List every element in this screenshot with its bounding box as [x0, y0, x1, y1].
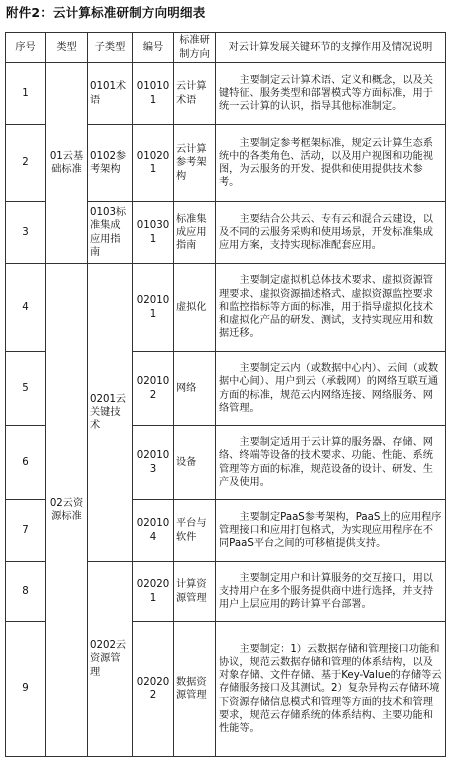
- row-direction: 设备: [174, 426, 216, 500]
- row-direction: 标准集成应用指南: [174, 202, 216, 264]
- row-code: 010101: [133, 63, 174, 125]
- row-code: 020202: [133, 622, 174, 757]
- row-desc: 主要制定PaaS参考架构，PaaS上的应用程序管理接口和应用打包格式，为实现应用程序在不同PaaS平台之间的可移植提供支持。: [216, 500, 446, 562]
- row-no: 3: [6, 202, 46, 264]
- row-direction: 数据资源管理: [174, 622, 216, 757]
- row-code: 010201: [133, 125, 174, 202]
- row-desc: 主要制定：1）云数据存储和管理接口功能和协议，规范云数据存储和管理的体系结构，以及对象存储、文件存储、基于Key-Value的存储等云存储服务接口及其测试。2）复杂异构云存储环境下资源存储信息模式和管理等方面的技术和管理要求，规范云存储系统的体系结构、主要功能和性能等。: [216, 622, 446, 757]
- table-row: [6, 63, 446, 125]
- row-no: 1: [6, 63, 46, 125]
- row-direction: 网络: [174, 352, 216, 426]
- row-code: 020201: [133, 562, 174, 622]
- row-no: 6: [6, 426, 46, 500]
- row-no: 2: [6, 125, 46, 202]
- header-subtype: 子类型: [88, 33, 133, 63]
- row-desc: 主要制定用户和计算服务的交互接口，用以支持用户在多个服务提供商中进行选择，并支持用户上层应用的跨计算平台部署。: [216, 562, 446, 622]
- row-no: 7: [6, 500, 46, 562]
- subtype-0101: 0101术语: [88, 63, 133, 125]
- subtype-0102: 0102参考架构: [88, 125, 133, 202]
- header-no: 序号: [6, 33, 46, 63]
- header-type: 类型: [46, 33, 88, 63]
- type-label: 02云资源标准: [49, 497, 84, 522]
- subtype-0103: 0103标准集成应用指南: [88, 202, 133, 264]
- row-no: 5: [6, 352, 46, 426]
- row-desc: 主要制定虚拟机总体技术要求、虚拟资源管理要求、虚拟资源描述格式、虚拟资源监控要求和监控指标等方面的标准，用于指导虚拟化技术和虚拟化产品的研发、测试，支持实现应用和数据迁移。: [216, 264, 446, 352]
- row-no: 4: [6, 264, 46, 352]
- row-direction: 云计算术语: [174, 63, 216, 125]
- row-code: 020101: [133, 264, 174, 352]
- row-direction: 虚拟化: [174, 264, 216, 352]
- type-cloud-resource: [46, 264, 88, 757]
- row-code: 020103: [133, 426, 174, 500]
- header-direction: 标准研制方向: [174, 33, 216, 63]
- page-title: 附件2：云计算标准研制方向明细表: [6, 5, 206, 20]
- row-code: 010301: [133, 202, 174, 264]
- row-direction: 平台与软件: [174, 500, 216, 562]
- row-no: 8: [6, 562, 46, 622]
- subtype-0202: 0202云资源管理: [88, 562, 133, 757]
- row-code: 020104: [133, 500, 174, 562]
- header-desc: 对云计算发展关键环节的支撑作用及情况说明: [216, 33, 446, 63]
- subtype-0201: 0201云关键技术: [88, 264, 133, 562]
- type-cloud-basic: [46, 63, 88, 264]
- row-code: 020102: [133, 352, 174, 426]
- type-label: 01云基础标准: [49, 150, 84, 175]
- row-no: 9: [6, 622, 46, 757]
- row-desc: 主要制定适用于云计算的服务器、存储、网络、终端等设备的技术要求、功能、性能、系统管理等方面的标准，规范设备的设计、研发、生产及使用。: [216, 426, 446, 500]
- row-direction: 云计算参考架构: [174, 125, 216, 202]
- row-desc: 主要结合公共云、专有云和混合云建设，以及不同的云服务采购和使用场景，开发标准集成应用方案，支持实现标准配套应用。: [216, 202, 446, 264]
- row-desc: 主要制定云内（或数据中心内）、云间（或数据中心间）、用户到云（承载网）的网络互联互通方面的标准，规范云内网络连接、网络服务、网络管理。: [216, 352, 446, 426]
- standards-table: [5, 32, 446, 757]
- row-desc: 主要制定参考框架标准，规定云计算生态系统中的各类角色、活动，以及用户视图和功能视图，为云服务的开发、提供和使用提供技术参考。: [216, 125, 446, 202]
- table-header-row: [6, 33, 446, 63]
- header-code: 编号: [133, 33, 174, 63]
- row-desc: 主要制定云计算术语、定义和概念，以及关键特征、服务类型和部署模式等方面标准，用于统一云计算的认识，指导其他标准制定。: [216, 63, 446, 125]
- table-row: [6, 264, 446, 352]
- row-direction: 计算资源管理: [174, 562, 216, 622]
